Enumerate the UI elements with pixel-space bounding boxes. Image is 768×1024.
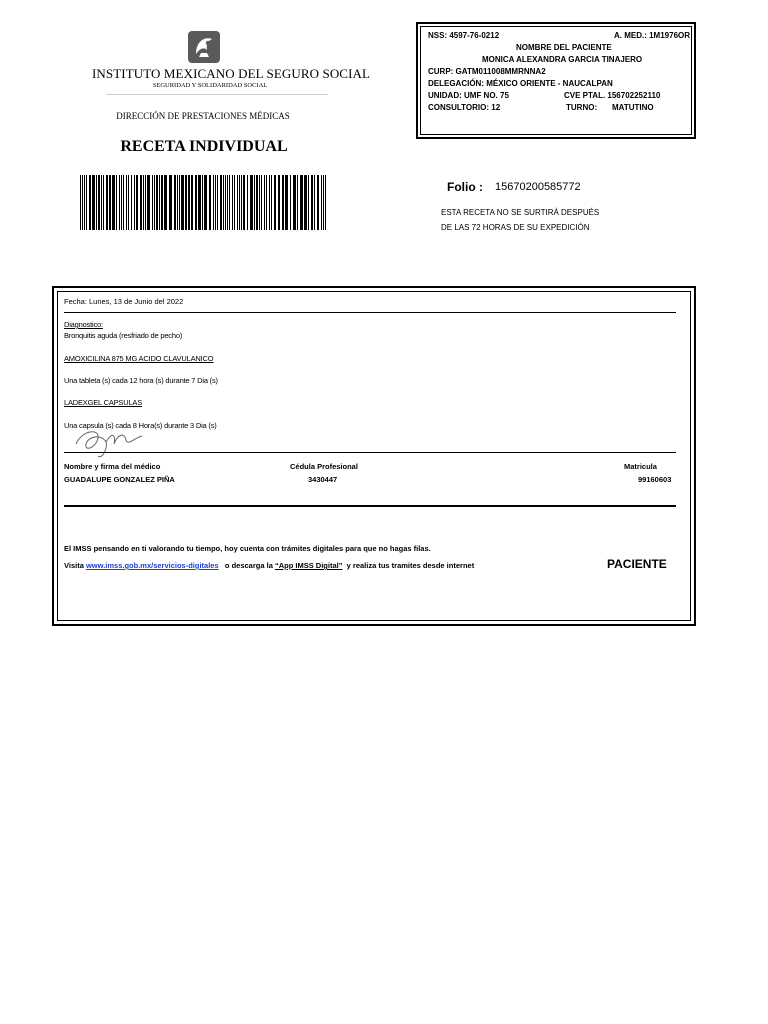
doctor-name-label: Nombre y firma del médico: [64, 462, 161, 471]
cve-ptal-field: CVE PTAL. 156702252110: [564, 91, 661, 100]
institution-motto: SEGURIDAD Y SOLIDARIDAD SOCIAL: [152, 82, 268, 89]
date-divider: [64, 312, 676, 313]
institution-logo-block: [92, 28, 371, 98]
medication-1-dosage: Una tableta (s) cada 12 hora (s) durante 7 Dia (s): [64, 376, 218, 385]
nss-field: NSS: 4597-76-0212: [428, 31, 500, 40]
matricula-label: Matricula: [624, 462, 657, 471]
consultorio-field: CONSULTORIO: 12: [428, 103, 501, 112]
patient-name-label: NOMBRE DEL PACIENTE: [516, 43, 612, 52]
page-title: RECETA INDIVIDUAL: [120, 138, 288, 155]
imss-logo-icon: [187, 30, 221, 64]
barcode-image: [80, 175, 328, 230]
curp-field: CURP: GATM011008MMRNNA2: [428, 67, 546, 76]
digital-services-line: Visita www.imss.gob.mx/servicios-digitales o descarga la “App IMSS Digital” y realiza tus tramites desde internet: [64, 561, 475, 570]
folio-label: Folio :: [447, 180, 483, 194]
doctor-signature: [72, 422, 152, 462]
folio-number: 15670200585772: [495, 181, 581, 193]
patient-name: MONICA ALEXANDRA GARCIA TINAJERO: [482, 55, 643, 64]
validity-note-line1: ESTA RECETA NO SE SURTIRÁ DESPUÉS: [441, 208, 600, 217]
prescription-box: [52, 286, 696, 626]
digital-services-message: El IMSS pensando en ti valorando tu tiempo, hoy cuenta con trámites digitales para que no hagas filas.: [64, 544, 431, 553]
imss-services-link[interactable]: www.imss.gob.mx/servicios-digitales: [85, 561, 219, 570]
medication-1-name: AMOXICILINA 875 MG ACIDO CLAVULANICO: [64, 354, 214, 363]
direccion-heading: DIRECCIÓN DE PRESTACIONES MÉDICAS: [116, 111, 290, 121]
diagnosis-label: Diagnostico:: [64, 320, 103, 329]
footer-divider: [64, 505, 676, 507]
medication-2-dosage: Una capsula (s) cada 8 Hora(s) durante 3 Dia (s): [64, 421, 217, 430]
doctor-name: GUADALUPE GONZALEZ PIÑA: [64, 475, 175, 484]
validity-note-line2: DE LAS 72 HORAS DE SU EXPEDICIÓN: [441, 223, 590, 232]
turno-value: MATUTINO: [612, 103, 654, 112]
matricula-number: 99160603: [638, 475, 672, 484]
app-name: “App IMSS Digital”: [274, 561, 343, 570]
unidad-field: UNIDAD: UMF NO. 75: [428, 91, 509, 100]
turno-label: TURNO:: [566, 103, 598, 112]
copy-type-label: PACIENTE: [607, 557, 667, 571]
patient-info-box: [416, 22, 696, 139]
a-med-field: A. MED.: 1M1976OR: [614, 31, 691, 40]
delegacion-field: DELEGACIÓN: MÉXICO ORIENTE - NAUCALPAN: [428, 79, 613, 88]
prescription-date: Fecha: Lunes, 13 de Junio del 2022: [64, 297, 184, 306]
diagnosis-text: Bronquitis aguda (resfriado de pecho): [64, 331, 183, 340]
signature-divider: [64, 452, 676, 453]
logo-divider: [106, 94, 328, 95]
cedula-label: Cédula Profesional: [290, 462, 358, 471]
medication-2-name: LADEXGEL CAPSULAS: [64, 398, 143, 407]
institution-name: INSTITUTO MEXICANO DEL SEGURO SOCIAL: [92, 66, 371, 81]
cedula-number: 3430447: [308, 475, 338, 484]
